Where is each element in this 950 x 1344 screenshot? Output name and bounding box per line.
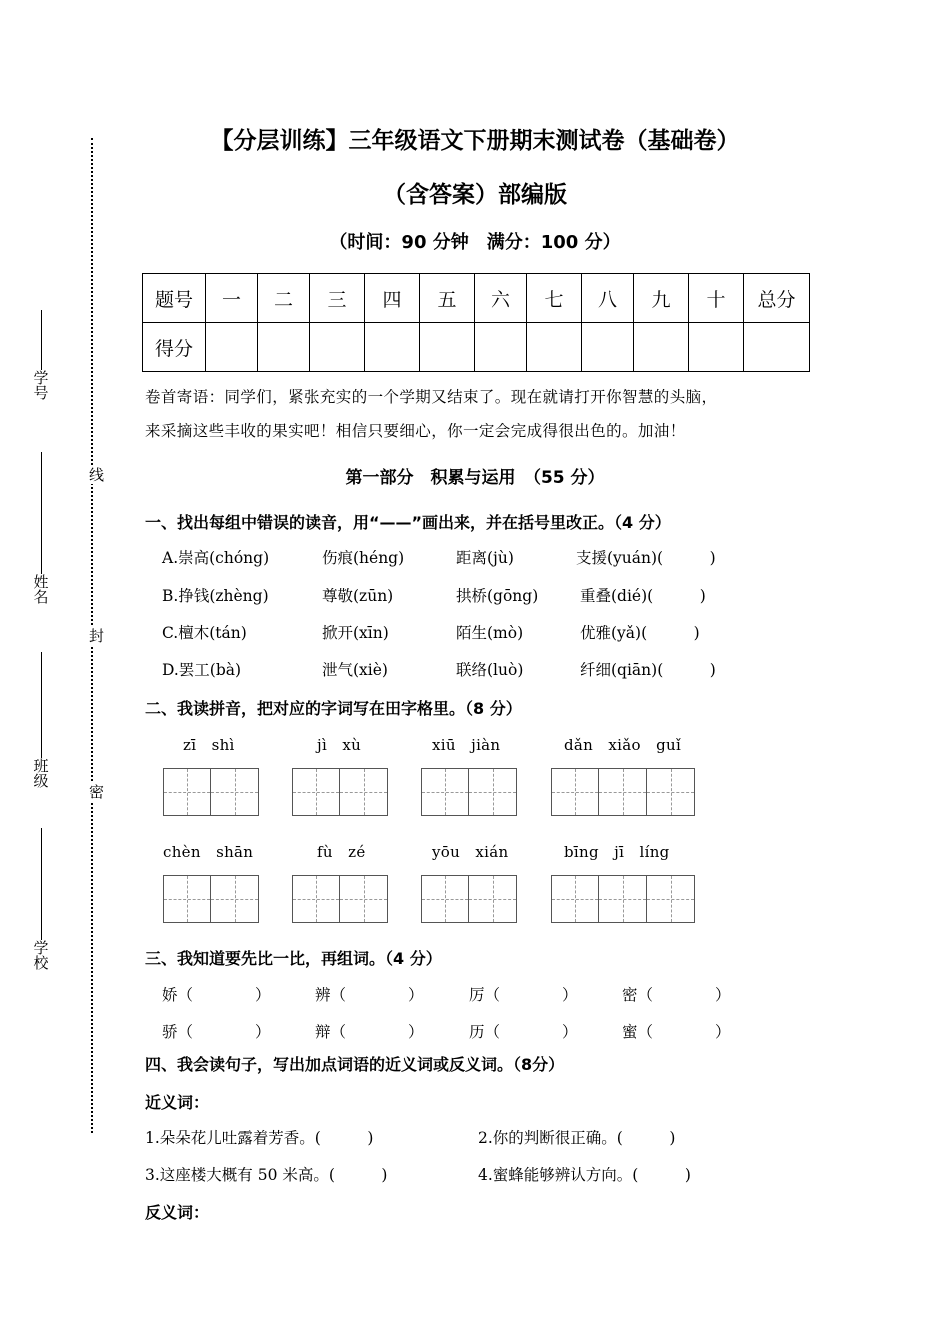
synonyms-label: 近义词：: [145, 1093, 210, 1112]
q1-option: 支援(yuán)( ): [576, 549, 716, 567]
question-4-title: 四、我会读句子，写出加点词语的近义词或反义词。（8分）: [145, 1055, 565, 1074]
grid-cell[interactable]: [421, 768, 469, 816]
score-cell[interactable]: [206, 323, 258, 372]
grid-cell[interactable]: [599, 768, 647, 816]
writing-grid: [292, 768, 388, 816]
q3-item: 厉（ ）: [469, 986, 578, 1004]
writing-grid: [421, 768, 517, 816]
grid-cell[interactable]: [340, 875, 388, 923]
score-cell[interactable]: [744, 323, 810, 372]
score-table-score-row: [143, 323, 810, 372]
grid-cell[interactable]: [163, 875, 211, 923]
grid-cell[interactable]: [599, 875, 647, 923]
score-cell[interactable]: [420, 323, 475, 372]
class-blank[interactable]: [41, 652, 42, 758]
school-blank[interactable]: [41, 828, 42, 940]
score-header-cell: 四: [365, 274, 420, 323]
binding-mark-seal: 封: [87, 628, 105, 643]
q3-item: 密（ ）: [622, 986, 731, 1004]
writing-grid: [292, 875, 388, 923]
score-header-cell: 八: [582, 274, 634, 323]
writing-grid: [551, 768, 695, 816]
q4-item: 3.这座楼大概有 50 米高。( ): [145, 1166, 388, 1184]
score-cell[interactable]: [365, 323, 420, 372]
school-field: [30, 828, 52, 970]
score-header-cell: 总分: [744, 274, 810, 323]
grid-cell[interactable]: [647, 875, 695, 923]
score-cell[interactable]: [475, 323, 527, 372]
q1-option: 拱桥(gōng): [456, 587, 539, 605]
question-3-title: 三、我知道要先比一比，再组词。（4 分）: [145, 949, 442, 968]
q1-option: 距离(jù): [456, 549, 514, 567]
q3-item: 历（ ）: [469, 1023, 578, 1041]
q1-option: 伤痕(héng): [322, 549, 405, 567]
antonyms-label: 反义词：: [145, 1203, 210, 1222]
grid-cell[interactable]: [292, 768, 340, 816]
q1-option: 掀开(xīn): [322, 624, 389, 642]
grid-cell[interactable]: [211, 768, 259, 816]
exam-subtitle: （含答案）部编版: [383, 182, 567, 208]
question-2-title: 二、我读拼音，把对应的字词写在田字格里。（8 分）: [145, 699, 522, 718]
q1-option: 尊敬(zūn): [322, 587, 394, 605]
score-header-cell: 一: [206, 274, 258, 323]
q1-option: 泄气(xiè): [322, 661, 388, 679]
q1-option: 重叠(dié)( ): [580, 587, 706, 605]
exam-title: 【分层训练】三年级语文下册期末测试卷（基础卷）: [210, 128, 740, 154]
score-cell[interactable]: [689, 323, 744, 372]
q1-option: 纤细(qiān)( ): [580, 661, 716, 679]
score-header-cell: 三: [310, 274, 365, 323]
student-id-label: 学号: [31, 370, 50, 400]
q1-option: D.罢工(bà): [162, 661, 242, 679]
q4-item: 2.你的判断很正确。( ): [478, 1129, 676, 1147]
score-header-cell: 六: [475, 274, 527, 323]
student-id-field: [30, 310, 52, 400]
q1-option: 优雅(yǎ)( ): [580, 624, 700, 642]
q4-item: 1.朵朵花儿吐露着芳香。( ): [145, 1129, 374, 1147]
grid-cell[interactable]: [551, 768, 599, 816]
score-header-cell: 七: [527, 274, 582, 323]
binding-mark-line: 线: [87, 467, 105, 482]
score-table: [142, 273, 810, 372]
grid-cell[interactable]: [469, 875, 517, 923]
pinyin-label: zī shì: [183, 736, 235, 754]
pinyin-label: jì xù: [317, 736, 362, 754]
intro-message: [145, 380, 815, 448]
q3-item: 骄（ ）: [162, 1023, 271, 1041]
score-cell[interactable]: [582, 323, 634, 372]
score-row-label: 得分: [143, 323, 206, 372]
score-header-cell: 五: [420, 274, 475, 323]
grid-cell[interactable]: [551, 875, 599, 923]
school-label: 学校: [31, 940, 50, 970]
score-header-cell: 九: [634, 274, 689, 323]
pinyin-label: fù zé: [317, 843, 366, 861]
q3-item: 辨（ ）: [315, 986, 424, 1004]
writing-grid: [163, 768, 259, 816]
grid-cell[interactable]: [211, 875, 259, 923]
score-table-header-row: [143, 274, 810, 323]
time-info: （时间：90 分钟 满分：100 分）: [329, 232, 621, 253]
q1-option: 陌生(mò): [456, 624, 524, 642]
class-label: 班级: [31, 758, 50, 788]
writing-grid: [551, 875, 695, 923]
binding-mark-secret: 密: [87, 784, 105, 799]
grid-cell[interactable]: [421, 875, 469, 923]
pinyin-label: bīng jī líng: [564, 843, 670, 861]
grid-cell[interactable]: [292, 875, 340, 923]
q1-option: B.挣钱(zhèng): [162, 587, 269, 605]
score-cell[interactable]: [258, 323, 310, 372]
intro-line: 来采摘这些丰收的果实吧！相信只要细心，你一定会完成得很出色的。加油！: [145, 422, 686, 440]
pinyin-label: dǎn xiǎo guǐ: [564, 736, 682, 754]
student-id-blank[interactable]: [41, 310, 42, 370]
score-header-cell: 十: [689, 274, 744, 323]
grid-cell[interactable]: [340, 768, 388, 816]
score-cell[interactable]: [634, 323, 689, 372]
grid-cell[interactable]: [469, 768, 517, 816]
question-1-title: 一、找出每组中错误的读音，用“——”画出来，并在括号里改正。（4 分）: [145, 513, 671, 532]
grid-cell[interactable]: [163, 768, 211, 816]
q3-item: 辩（ ）: [315, 1023, 424, 1041]
intro-line: 卷首寄语：同学们，紧张充实的一个学期又结束了。现在就请打开你智慧的头脑，: [145, 388, 718, 406]
section-heading: 第一部分 积累与运用 （55 分）: [345, 468, 605, 488]
writing-grid: [421, 875, 517, 923]
pinyin-label: chèn shān: [163, 843, 254, 861]
score-header-cell: 二: [258, 274, 310, 323]
class-field: [30, 652, 52, 788]
q3-item: 蜜（ ）: [622, 1023, 731, 1041]
grid-cell[interactable]: [647, 768, 695, 816]
score-cell[interactable]: [527, 323, 582, 372]
pinyin-label: xiū jiàn: [432, 736, 501, 754]
q4-item: 4.蜜蜂能够辨认方向。( ): [478, 1166, 691, 1184]
q1-option: C.檀木(tán): [162, 624, 247, 642]
name-label: 姓名: [31, 574, 50, 604]
q1-option: 联络(luò): [456, 661, 524, 679]
q3-item: 娇（ ）: [162, 986, 271, 1004]
score-header-cell: 题号: [143, 274, 206, 323]
score-cell[interactable]: [310, 323, 365, 372]
pinyin-label: yōu xián: [432, 843, 509, 861]
q1-option: A.崇高(chóng): [162, 549, 270, 567]
writing-grid: [163, 875, 259, 923]
